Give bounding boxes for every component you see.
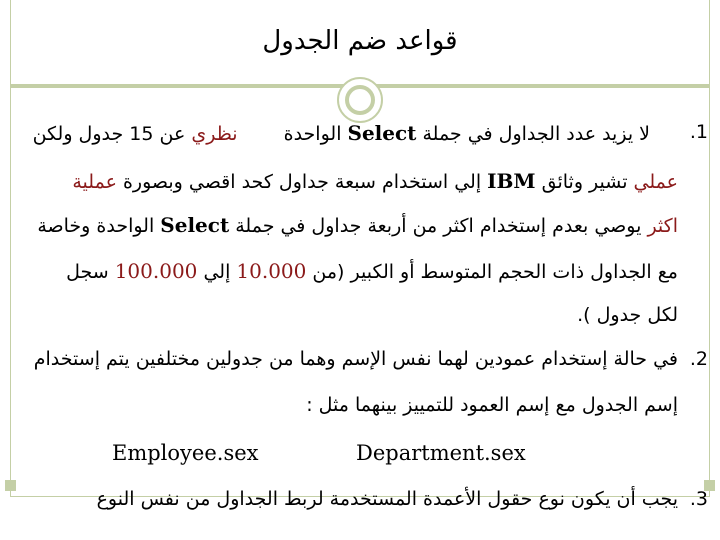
- item-number: .2: [689, 348, 708, 370]
- example-department: Department.sex: [356, 441, 526, 465]
- item-1-line-5: لكل جدول ).: [577, 304, 678, 326]
- page-title: قواعد ضم الجدول: [262, 26, 458, 56]
- item-number: .3: [689, 488, 708, 510]
- example-employee: Employee.sex: [112, 441, 259, 465]
- item-3-line-1: يجب أن يكون نوع حقول الأعمدة المستخدمة لربط الجداول من نفس النوع: [96, 488, 678, 510]
- corner-square-icon: [5, 480, 16, 491]
- item-1-line-2: عملي تشير وثائق IBM إلي استخدام سبعة جداول كحد اقصي وبصورة عملية: [72, 169, 678, 193]
- item-1-line-4: مع الجداول ذات الحجم المتوسط أو الكبير (من 10.000 إلي 100.000 سجل: [66, 259, 678, 283]
- emblem-circle-icon: [345, 85, 375, 115]
- item-1-line-3: اكثر يوصي بعدم إستخدام اكثر من أربعة جداول في جملة Select الواحدة وخاصة: [37, 213, 678, 237]
- item-number: .1: [689, 121, 708, 143]
- content-frame: [10, 85, 710, 497]
- item-1-line-1: لا يزيد عدد الجداول في جملة Select الواحدة نظري عن 15 جدول ولكن: [32, 121, 650, 145]
- item-2-line-2: إسم الجدول مع إسم العمود للتمييز بينهما مثل :: [306, 394, 678, 416]
- item-2-line-1: في حالة إستخدام عمودين لهما نفس الإسم وهما من جدولين مختلفين يتم إستخدام: [33, 348, 678, 370]
